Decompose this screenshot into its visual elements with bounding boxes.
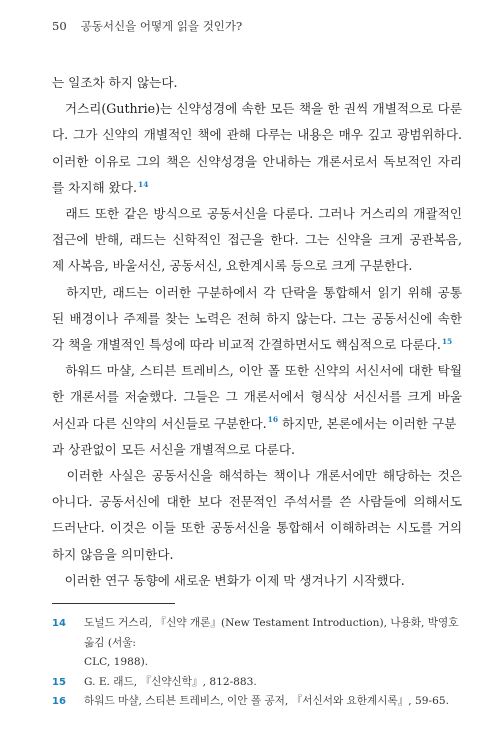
running-header (52, 18, 242, 34)
body-line (52, 411, 462, 437)
body-line (52, 122, 462, 148)
footnote-reference[interactable]: 15 (441, 336, 453, 346)
footnote-divider (52, 603, 175, 604)
footnote-number: 15 (52, 676, 66, 688)
body-line (52, 515, 462, 541)
body-line (52, 463, 462, 489)
body-line (52, 384, 462, 410)
body-line (52, 149, 462, 175)
body-line-text: 서신과 다른 신약의 서신들로 구분한다. (52, 415, 267, 431)
footnote-reference[interactable]: 16 (267, 415, 279, 425)
body-line-text: 다. 그가 신약의 개별적인 책에 관해 다루는 내용은 매우 깊고 광범위하다. (52, 127, 462, 143)
body-line-text: 는 일조차 하지 않는다. (52, 75, 178, 90)
body-line (52, 70, 462, 96)
body-line (52, 227, 462, 253)
body-line-text: 이러한 이유로 그의 책은 신약성경을 안내하는 개론서로서 독보적인 자리 (52, 153, 462, 169)
footnotes (52, 614, 462, 712)
footnote-text (84, 673, 462, 693)
body-line (52, 280, 462, 306)
body-text (52, 70, 462, 594)
body-line-text: 접근에 반해, 래드는 신학적인 접근을 한다. 그는 신약을 크게 공관복음, (52, 232, 462, 248)
body-line-text: 이러한 사실은 공동서신을 해석하는 책이나 개론서에만 해당하는 것은 (52, 468, 462, 484)
body-line-text: 하지 않음을 의미한다. (52, 546, 174, 562)
page-number: 50 (52, 19, 67, 33)
running-title: 공동서신을 어떻게 읽을 것인가? (80, 19, 243, 33)
footnote-line: CLC, 1988). (84, 656, 149, 668)
footnote-line: 하워드 마샬, 스티븐 트레비스, 이안 폴 공저, 『서신서와 요한계시록』, 59-65. (84, 695, 449, 707)
footnote (52, 692, 462, 712)
footnote (52, 673, 462, 693)
footnote-line: 도널드 거스리, 『신약 개론』(New Testament Introduction), 나용화, 박영호 옮김 (서울: (84, 617, 459, 649)
body-line-text: 각 책을 개별적인 특성에 따라 비교적 간결하면서도 핵심적으로 다룬다. (52, 337, 441, 353)
body-line (52, 201, 462, 227)
body-line (52, 542, 462, 568)
body-line (52, 306, 462, 332)
footnote (52, 614, 462, 673)
body-line-text: 래드 또한 같은 방식으로 공동서신을 다룬다. 그러나 거스리의 개괄적인 (52, 206, 462, 222)
body-line (52, 175, 462, 201)
body-line-text: 한 개론서를 저술했다. 그들은 그 개론서에서 형식상 서신서를 크게 바울 (52, 389, 462, 405)
footnote-text (84, 692, 462, 712)
body-line-text: 드러난다. 이것은 이들 또한 공동서신을 통합해서 이해하려는 시도를 거의 (52, 520, 462, 536)
body-line (52, 358, 462, 384)
body-line-text: 거스리(Guthrie)는 신약성경에 속한 모든 책을 한 권씩 개별적으로 다룬 (52, 101, 462, 117)
body-line-text: 과 상관없이 모든 서신을 개별적으로 다룬다. (52, 441, 295, 457)
body-line-text: 아니다. 공동서신에 대한 보다 전문적인 주석서를 쓴 사람들에 의해서도 (52, 494, 462, 510)
body-line-text: 하지만, 본론에서는 이러한 구분 (278, 415, 457, 431)
footnote-number: 14 (52, 618, 66, 629)
footnote-reference[interactable]: 14 (138, 179, 149, 189)
footnote-text (84, 614, 462, 673)
body-line (52, 489, 462, 515)
footnote-line: G. E. 래드, 『신약신학』, 812-883. (84, 675, 257, 688)
body-line-text: 이러한 연구 동향에 새로운 변화가 이제 막 생겨나기 시작했다. (52, 572, 405, 588)
body-line (52, 568, 462, 594)
body-line-text: 제 사복음, 바울서신, 공동서신, 요한계시록 등으로 크게 구분한다. (52, 258, 413, 274)
body-line-text: 하지만, 래드는 이러한 구분하에서 각 단락을 통합해서 읽기 위해 공통 (52, 284, 462, 300)
body-line (52, 332, 462, 358)
body-line-text: 하워드 마샬, 스티븐 트레비스, 이안 폴 또한 신약의 서신서에 대한 탁월 (52, 363, 462, 379)
body-line (52, 253, 462, 279)
body-line (52, 96, 462, 122)
body-line-text: 된 배경이나 주제를 찾는 노력은 전혀 하지 않는다. 그는 공동서신에 속한 (52, 310, 462, 326)
body-line-text: 를 차지해 왔다. (52, 179, 138, 195)
body-line (52, 437, 462, 463)
footnote-number: 16 (52, 696, 66, 707)
